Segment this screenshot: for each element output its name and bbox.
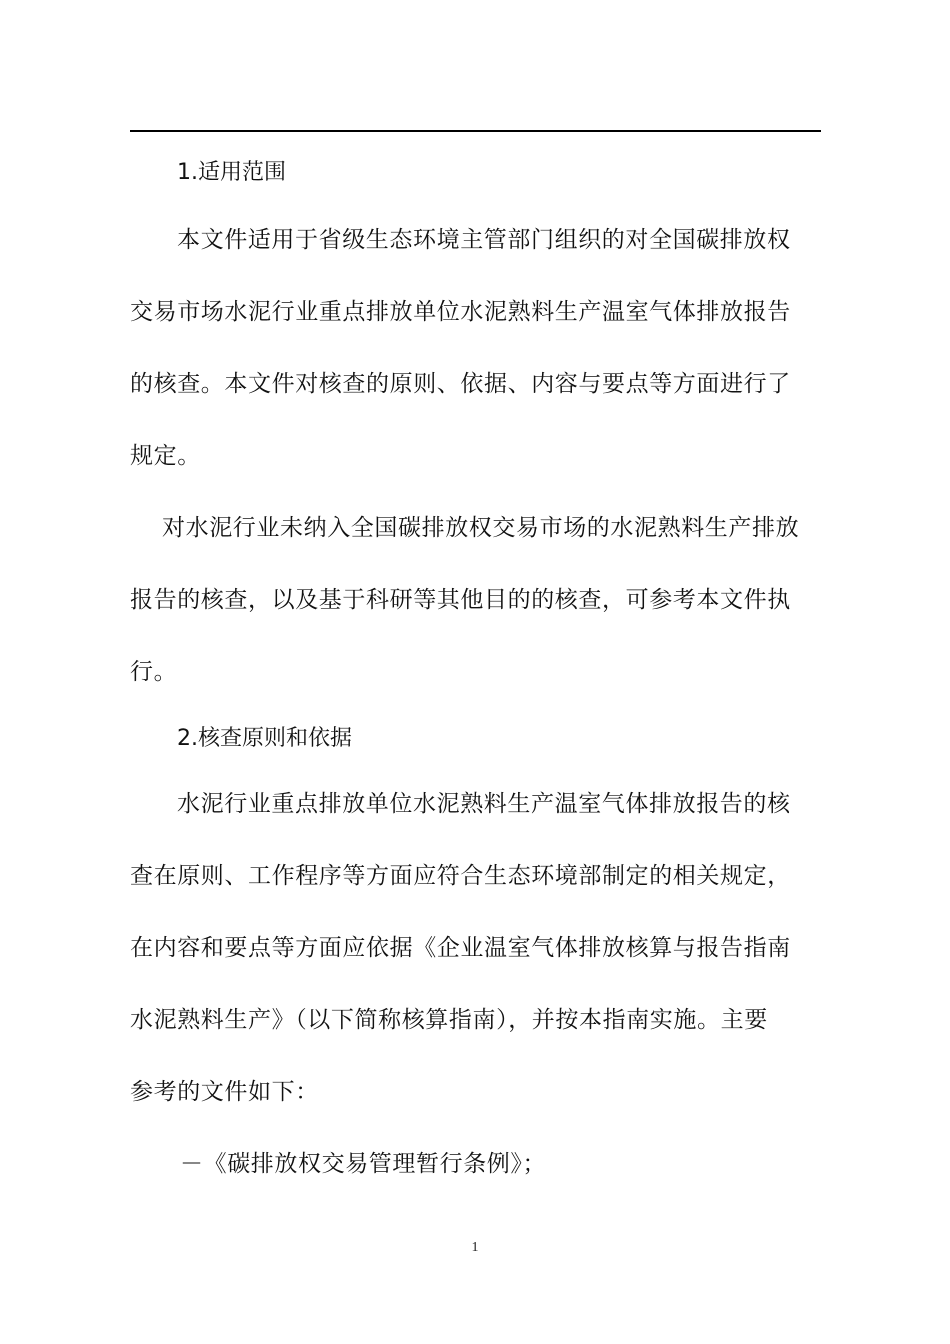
paragraph-line: 参考的文件如下： (130, 1079, 319, 1105)
paragraph-line: 对水泥行业未纳入全国碳排放权交易市场的水泥熟料生产排放 (162, 515, 800, 541)
paragraph-line: 规定。 (130, 443, 201, 469)
paragraph-line: 水泥熟料生产》（以下简称核算指南），并按本指南实施。主要 (130, 1007, 768, 1033)
paragraph-line: 交易市场水泥行业重点排放单位水泥熟料生产温室气体排放报告 (130, 299, 791, 325)
list-item: －《碳排放权交易管理暂行条例》； (180, 1151, 547, 1177)
paragraph-line: 的核查。本文件对核查的原则、依据、内容与要点等方面进行了 (130, 371, 791, 397)
paragraph-line: 在内容和要点等方面应依据《企业温室气体排放核算与报告指南 (130, 935, 791, 961)
paragraph-line: 本文件适用于省级生态环境主管部门组织的对全国碳排放权 (177, 227, 791, 253)
paragraph-line: 行。 (130, 659, 178, 685)
paragraph-line: 报告的核查，以及基于科研等其他目的的核查，可参考本文件执 (130, 587, 791, 613)
header-rule (130, 130, 821, 132)
paragraph-line: 查在原则、工作程序等方面应符合生态环境部制定的相关规定， (130, 863, 791, 889)
paragraph-line: 水泥行业重点排放单位水泥熟料生产温室气体排放报告的核 (177, 791, 791, 817)
section-heading-scope: 1.适用范围 (177, 160, 286, 185)
page-number: 1 (471, 1240, 479, 1255)
section-heading-principles: 2.核查原则和依据 (177, 726, 352, 751)
